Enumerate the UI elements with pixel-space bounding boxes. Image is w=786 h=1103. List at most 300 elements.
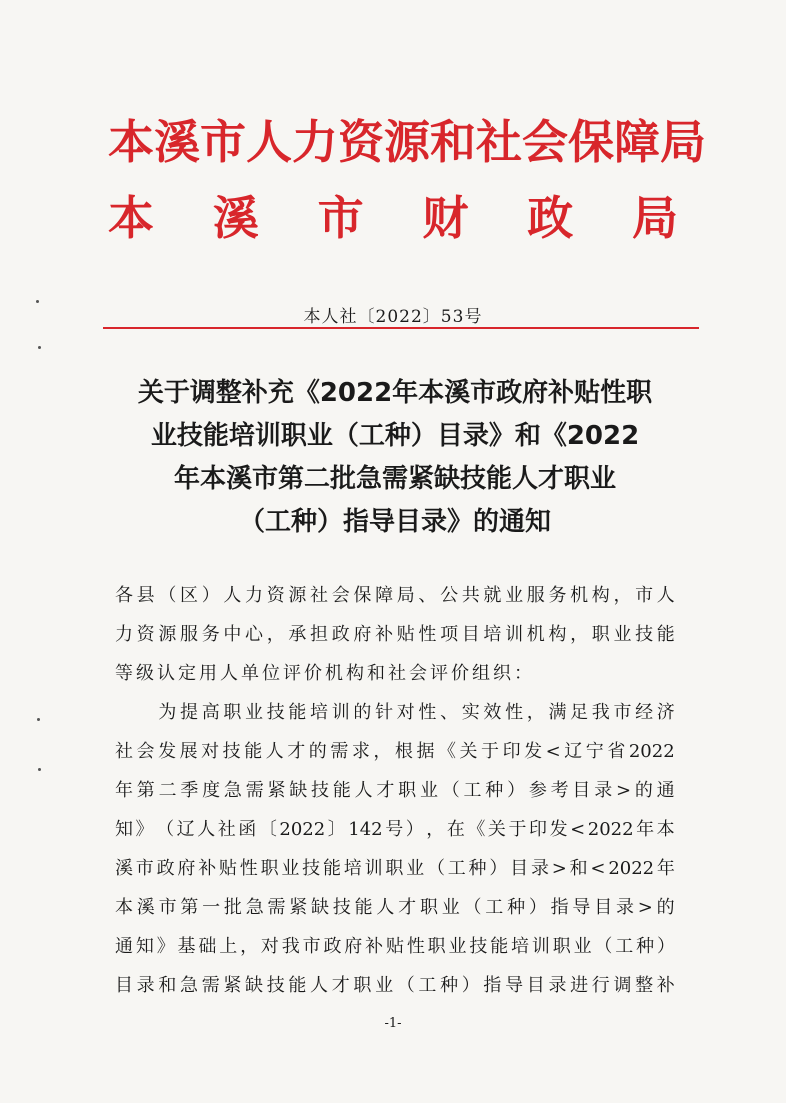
body-glyph: 补	[656, 975, 675, 996]
body-glyph: 济	[656, 702, 675, 723]
issuer-char: 会	[522, 115, 568, 169]
body-glyph: 业	[613, 624, 632, 645]
body-glyph: 保	[353, 585, 372, 606]
body-glyph: 通	[656, 780, 675, 801]
body-glyph: 性	[418, 702, 437, 723]
body-line	[115, 732, 675, 771]
body-glyph: 季	[180, 780, 199, 801]
issuer-char: 溪	[212, 191, 259, 245]
body-glyph: 年	[115, 780, 133, 801]
body-glyph: 技	[266, 702, 285, 723]
body-glyph: 2022	[608, 858, 655, 879]
body-glyph: 种	[636, 936, 655, 957]
body-glyph: 资	[136, 624, 155, 645]
body-glyph: ，	[613, 585, 632, 606]
body-glyph: 能	[490, 936, 509, 957]
body-glyph: （	[396, 975, 415, 996]
body-glyph: 职	[223, 702, 242, 723]
issuer-char: 本	[108, 191, 154, 245]
body-glyph: 障	[375, 585, 394, 606]
body-line	[115, 693, 675, 732]
body-glyph: 织	[493, 663, 511, 684]
body-glyph: 指	[483, 975, 502, 996]
body-glyph: 技	[311, 780, 330, 801]
issuer-line-1	[108, 114, 706, 170]
body-glyph: 目	[461, 624, 480, 645]
body-glyph: 需	[201, 975, 220, 996]
body-glyph: 能	[322, 858, 341, 879]
body-glyph: 录	[594, 780, 613, 801]
body-glyph: 和	[367, 663, 385, 684]
body-glyph: 指	[550, 897, 569, 918]
body-glyph: 我	[591, 702, 610, 723]
red-divider	[103, 327, 699, 329]
body-glyph: 业	[406, 858, 425, 879]
body-glyph: 录	[548, 975, 567, 996]
body-glyph: 缺	[311, 897, 330, 918]
body-glyph: 组	[472, 663, 490, 684]
body-glyph: 目	[510, 858, 529, 879]
body-glyph: 的	[634, 780, 653, 801]
body-glyph: 业	[281, 858, 300, 879]
body-glyph: 工	[463, 780, 482, 801]
body-glyph: （	[156, 819, 175, 840]
body-glyph: 职	[398, 780, 417, 801]
issuer-char: 局	[631, 191, 678, 245]
body-glyph: 市	[613, 702, 632, 723]
body-glyph: 据	[416, 741, 435, 762]
body-glyph: 业	[375, 975, 394, 996]
body-glyph: 辽	[564, 741, 583, 762]
issuer-char: 市	[317, 191, 364, 245]
body-glyph: 位	[262, 663, 280, 684]
body-glyph: <	[545, 741, 561, 762]
body-glyph: 业	[505, 585, 524, 606]
body-glyph: 单	[241, 663, 259, 684]
body-glyph: 局	[396, 585, 415, 606]
body-glyph: 认	[157, 663, 175, 684]
body-glyph: 担	[310, 624, 329, 645]
body-glyph: ）	[507, 780, 526, 801]
body-glyph: ，	[240, 936, 259, 957]
body-glyph: 社	[388, 663, 406, 684]
body-glyph: 整	[635, 975, 654, 996]
body-glyph: 级	[136, 663, 154, 684]
issuer-char: 财	[422, 191, 469, 245]
body-glyph: 人	[310, 975, 329, 996]
body-glyph: 缺	[289, 780, 308, 801]
body-glyph: 需	[330, 741, 349, 762]
document-body	[115, 576, 675, 1005]
body-glyph: 、	[418, 585, 437, 606]
body-glyph: 人	[376, 897, 395, 918]
body-glyph: 为	[158, 702, 177, 723]
body-glyph: 目	[594, 897, 613, 918]
body-glyph: ，	[526, 702, 545, 723]
body-glyph: 高	[201, 702, 220, 723]
body-glyph: ）	[201, 585, 220, 606]
body-glyph: 知	[135, 936, 154, 957]
body-glyph: 训	[331, 702, 350, 723]
body-glyph: 价	[304, 663, 322, 684]
body-glyph: 和	[158, 975, 177, 996]
body-glyph: 项	[440, 624, 459, 645]
body-glyph: >	[615, 780, 632, 801]
body-glyph: 发	[158, 741, 177, 762]
body-glyph: 关	[459, 741, 478, 762]
body-glyph: <	[590, 858, 606, 879]
scan-speck	[38, 346, 41, 349]
body-glyph: 录	[136, 975, 155, 996]
issuer-char: 人	[246, 115, 292, 169]
body-glyph: 对	[201, 741, 220, 762]
body-glyph: 社	[217, 819, 236, 840]
body-glyph: 源	[158, 624, 177, 645]
issuer-char: 和	[430, 115, 476, 169]
body-glyph: 就	[483, 585, 502, 606]
body-glyph: 职	[591, 624, 610, 645]
body-glyph: 实	[461, 702, 480, 723]
body-glyph: 溪	[115, 858, 133, 879]
body-glyph: 构	[591, 585, 610, 606]
body-glyph: ）	[528, 897, 547, 918]
body-line	[115, 654, 675, 693]
body-glyph: 目	[115, 975, 133, 996]
body-glyph: 政	[331, 624, 350, 645]
body-glyph: 我	[281, 936, 300, 957]
body-glyph: 务	[201, 624, 220, 645]
body-glyph: 紧	[267, 780, 286, 801]
body-glyph: ）	[461, 975, 480, 996]
body-glyph: 展	[179, 741, 198, 762]
body-glyph: 能	[656, 624, 675, 645]
body-glyph: 宁	[585, 741, 604, 762]
body-glyph: 训	[531, 936, 550, 957]
body-glyph: 技	[302, 858, 321, 879]
body-glyph: 、	[440, 702, 459, 723]
body-glyph: ，	[426, 819, 445, 840]
body-glyph: ）	[405, 819, 424, 840]
body-glyph: 服	[526, 585, 545, 606]
body-glyph: 心	[245, 624, 264, 645]
body-glyph: （	[441, 780, 460, 801]
body-glyph: 府	[177, 858, 196, 879]
body-glyph: 政	[156, 858, 175, 879]
body-glyph: 的	[308, 741, 327, 762]
body-glyph: 行	[591, 975, 610, 996]
issuer-char: 资	[338, 115, 384, 169]
body-glyph: 职	[385, 858, 404, 879]
body-glyph: 训	[505, 624, 524, 645]
body-glyph: 省	[607, 741, 626, 762]
body-glyph: 人	[197, 819, 216, 840]
issuer-char: 社	[476, 115, 522, 169]
document-title	[100, 372, 690, 544]
body-glyph: 会	[331, 585, 350, 606]
body-glyph: 函	[238, 819, 257, 840]
body-glyph: 进	[570, 975, 589, 996]
body-line	[115, 615, 675, 654]
body-glyph: 导	[505, 975, 524, 996]
body-glyph: 的	[656, 897, 675, 918]
body-glyph: 《	[437, 741, 456, 762]
body-glyph: 承	[288, 624, 307, 645]
body-glyph: 资	[266, 585, 285, 606]
body-glyph: 《	[467, 819, 486, 840]
body-line	[115, 927, 675, 966]
body-glyph: 的	[353, 702, 372, 723]
body-glyph: 对	[396, 702, 415, 723]
body-glyph: 工	[485, 897, 504, 918]
body-glyph: 机	[570, 585, 589, 606]
body-glyph: 业	[419, 780, 438, 801]
body-glyph: 才	[398, 897, 417, 918]
scan-speck	[37, 718, 40, 721]
body-glyph: 通	[115, 936, 133, 957]
body-glyph: 各	[115, 585, 133, 606]
body-glyph: 区	[180, 585, 199, 606]
body-glyph: 调	[613, 975, 632, 996]
body-glyph: 人	[354, 780, 373, 801]
body-glyph: 于	[481, 741, 500, 762]
body-line	[115, 810, 675, 849]
body-glyph: 发	[549, 819, 568, 840]
body-glyph: 力	[115, 624, 133, 645]
body-glyph: 》	[156, 936, 175, 957]
body-glyph: 2022	[279, 819, 326, 840]
body-glyph: 关	[487, 819, 506, 840]
body-glyph: 业	[245, 702, 264, 723]
body-glyph: 印	[502, 741, 521, 762]
issuer-char: 局	[660, 115, 706, 169]
body-glyph: 业	[441, 897, 460, 918]
title-line: 业技能培训职业（工种）目录》和《2022	[150, 421, 640, 451]
issuer-char: 保	[568, 115, 614, 169]
body-glyph: 市	[635, 585, 654, 606]
body-glyph: ，	[570, 624, 589, 645]
body-glyph: 于	[508, 819, 527, 840]
body-glyph: ，	[266, 624, 285, 645]
body-glyph: ）	[656, 936, 675, 957]
body-glyph: 性	[505, 702, 524, 723]
page-number: -1-	[384, 1016, 402, 1031]
body-glyph: ，	[373, 741, 392, 762]
body-glyph: ）	[489, 858, 508, 879]
body-glyph: 基	[177, 936, 196, 957]
body-glyph: 机	[526, 624, 545, 645]
body-glyph: 经	[635, 702, 654, 723]
body-glyph: 目	[526, 975, 545, 996]
body-glyph: 技	[332, 897, 351, 918]
body-glyph: 第	[136, 780, 155, 801]
body-glyph: 才	[376, 780, 395, 801]
body-glyph: 根	[394, 741, 413, 762]
body-glyph: <	[570, 819, 586, 840]
body-glyph: 职	[260, 858, 279, 879]
body-glyph: 急	[223, 780, 242, 801]
body-glyph: 贴	[396, 624, 415, 645]
body-glyph: 参	[528, 780, 547, 801]
body-glyph: 人	[265, 741, 284, 762]
issuer-line-2	[108, 190, 678, 246]
body-glyph	[137, 693, 155, 732]
body-glyph: 一	[202, 897, 221, 918]
body-glyph: （	[426, 858, 445, 879]
body-glyph: 评	[283, 663, 301, 684]
body-glyph: 求	[351, 741, 370, 762]
body-glyph: 力	[245, 585, 264, 606]
body-glyph: 会	[136, 741, 155, 762]
body-glyph: 能	[354, 897, 373, 918]
body-glyph: 录	[615, 897, 634, 918]
title-line: （工种）指导目录》的通知	[238, 507, 551, 537]
body-glyph: 印	[529, 819, 548, 840]
body-glyph: 补	[375, 624, 394, 645]
body-glyph: 效	[483, 702, 502, 723]
body-glyph: 足	[570, 702, 589, 723]
body-glyph: 贴	[218, 858, 237, 879]
body-glyph: 导	[572, 897, 591, 918]
body-glyph: 培	[511, 936, 530, 957]
body-glyph: 》	[135, 819, 154, 840]
body-glyph: 2022	[628, 741, 675, 762]
body-glyph: 目	[572, 780, 591, 801]
body-glyph: 技	[469, 936, 488, 957]
body-glyph: 评	[430, 663, 448, 684]
scan-speck	[36, 300, 39, 303]
body-glyph: 第	[180, 897, 199, 918]
issuer-char: 障	[614, 115, 660, 169]
body-glyph: 职	[419, 897, 438, 918]
body-glyph: 性	[418, 624, 437, 645]
body-glyph: 贴	[385, 936, 404, 957]
body-glyph: >	[551, 858, 567, 879]
body-glyph: 职	[552, 936, 571, 957]
body-glyph: 职	[353, 975, 372, 996]
body-glyph: ：	[514, 663, 532, 684]
body-glyph: 和	[569, 858, 588, 879]
body-glyph: 人	[223, 585, 242, 606]
body-glyph: 年	[636, 819, 655, 840]
body-glyph: 度	[202, 780, 221, 801]
body-glyph: 在	[446, 819, 465, 840]
body-glyph	[115, 693, 133, 732]
body-glyph: 市	[158, 897, 177, 918]
body-line	[115, 966, 675, 1005]
body-line	[115, 888, 675, 927]
body-glyph: 号	[385, 819, 404, 840]
scan-speck	[38, 768, 41, 771]
body-glyph: 补	[198, 858, 217, 879]
body-glyph: 政	[323, 936, 342, 957]
body-glyph: 种	[440, 975, 459, 996]
body-glyph: 会	[409, 663, 427, 684]
body-glyph: 人	[656, 585, 675, 606]
body-glyph: 性	[239, 858, 258, 879]
body-glyph: 性	[406, 936, 425, 957]
body-glyph: 能	[332, 780, 351, 801]
body-glyph: 针	[375, 702, 394, 723]
issuer-char: 力	[292, 115, 338, 169]
issuer-char: 市	[200, 115, 246, 169]
body-glyph: 2022	[587, 819, 634, 840]
body-glyph: 工	[615, 936, 634, 957]
body-glyph: 种	[507, 897, 526, 918]
body-glyph: >	[637, 897, 653, 918]
body-glyph: 等	[115, 663, 133, 684]
body-glyph: 上	[219, 936, 238, 957]
body-glyph: 〕	[327, 819, 346, 840]
body-glyph: 补	[365, 936, 384, 957]
body-glyph: 对	[260, 936, 279, 957]
body-glyph: 二	[158, 780, 177, 801]
body-glyph: 才	[331, 975, 350, 996]
document-number: 本人社〔2022〕53号	[303, 307, 483, 327]
body-glyph: 源	[288, 585, 307, 606]
body-glyph: 溪	[136, 897, 155, 918]
issuer-char: 溪	[154, 115, 200, 169]
body-glyph: （	[594, 936, 613, 957]
body-glyph: 技	[266, 975, 285, 996]
body-glyph: 业	[573, 936, 592, 957]
body-line	[115, 849, 675, 888]
body-glyph: 人	[220, 663, 238, 684]
body-glyph: 务	[548, 585, 567, 606]
body-glyph: （	[463, 897, 482, 918]
body-glyph: 急	[245, 897, 264, 918]
body-glyph: 共	[461, 585, 480, 606]
body-glyph: 辽	[176, 819, 195, 840]
body-glyph: 发	[524, 741, 543, 762]
body-glyph: 〔	[258, 819, 277, 840]
body-glyph: （	[158, 585, 177, 606]
body-glyph: 价	[451, 663, 469, 684]
body-glyph: 年	[656, 858, 675, 879]
body-glyph: 能	[288, 975, 307, 996]
body-glyph: 才	[287, 741, 306, 762]
body-glyph: 本	[115, 897, 133, 918]
body-glyph: 社	[310, 585, 329, 606]
body-glyph: 紧	[223, 975, 242, 996]
issuer-char: 政	[527, 191, 574, 245]
body-glyph: 培	[483, 624, 502, 645]
body-glyph: 需	[267, 897, 286, 918]
body-glyph: 技	[222, 741, 241, 762]
body-glyph: 职	[427, 936, 446, 957]
issuer-char: 本	[108, 115, 154, 169]
body-glyph: 训	[364, 858, 383, 879]
body-glyph: 能	[288, 702, 307, 723]
body-glyph: 需	[245, 780, 264, 801]
body-glyph: 种	[485, 780, 504, 801]
body-line	[115, 771, 675, 810]
body-glyph: 工	[418, 975, 437, 996]
body-glyph: 紧	[289, 897, 308, 918]
body-glyph: 工	[447, 858, 466, 879]
body-glyph: 能	[244, 741, 263, 762]
body-glyph: 培	[343, 858, 362, 879]
body-glyph: 社	[115, 741, 133, 762]
issuer-char: 源	[384, 115, 430, 169]
body-glyph: 市	[135, 858, 154, 879]
body-glyph: 府	[344, 936, 363, 957]
title-line: 关于调整补充《2022年本溪市政府补贴性职	[137, 378, 653, 408]
body-line	[115, 576, 675, 615]
body-glyph: 服	[180, 624, 199, 645]
title-line: 年本溪市第二批急需紧缺技能人才职业	[173, 464, 616, 494]
body-glyph: 用	[199, 663, 217, 684]
body-glyph: 本	[656, 819, 675, 840]
